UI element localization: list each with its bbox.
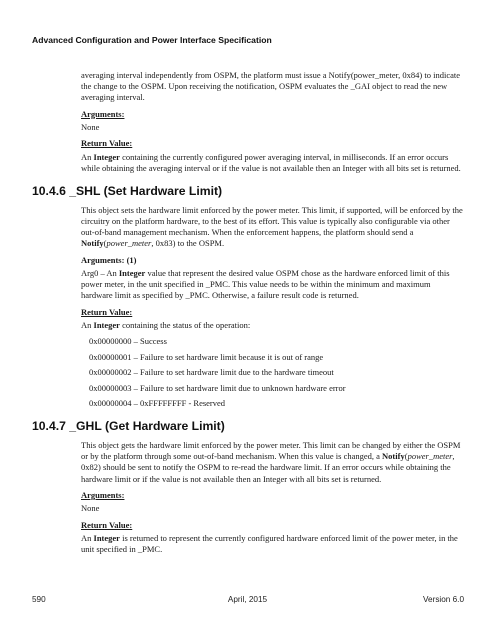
footer-date: April, 2015 xyxy=(227,595,268,604)
ghl-arguments-heading xyxy=(81,490,463,501)
status-code-item: 0x00000000 – Success xyxy=(89,336,167,347)
arguments-label: Arguments: (1) xyxy=(81,254,137,265)
page-body xyxy=(32,70,463,561)
section-heading-shl: 10.4.6 _SHL (Set Hardware Limit) xyxy=(32,183,223,198)
shl-description: This object sets the hardware limit enforced by the power meter. This limit, if supported, will be enforced by the circuitry on the platform hardware, to the best of its effort. This value is typically also configurable via other out-of-band management mechanism. When the enforcement happens, the platform should send a Notify(power_meter, 0x83) to the OSPM. xyxy=(81,204,463,249)
intro-arguments-value: None xyxy=(81,121,100,132)
integer-keyword: Integer xyxy=(93,151,120,162)
intro-paragraph: averaging interval independently from OSPM, the platform must issue a Notify(power_meter, 0x84) to indicate the change to the OSPM. Upon receiving the notification, OSPM evaluates the _GAI object to read the new averaging interval. xyxy=(81,70,460,103)
intro-return-heading xyxy=(81,138,463,149)
intro-arguments-heading xyxy=(81,109,463,120)
integer-keyword: Integer xyxy=(118,267,146,278)
return-value-label: Return Value: xyxy=(81,519,133,530)
status-code-item: 0x00000004 – 0xFFFFFFFF - Reserved xyxy=(89,398,226,409)
notify-keyword: Notify xyxy=(382,451,405,462)
arguments-label: Arguments: xyxy=(81,108,125,119)
power-meter-italic: power_meter xyxy=(106,238,152,249)
notify-keyword: Notify xyxy=(81,238,104,249)
intro-return-text: An Integer containing the currently configured power averaging interval, in milliseconds. If an error occurs while obtaining the averaging interval or if the value is not available then an Integer with all bits set is returned. xyxy=(81,151,461,173)
shl-arguments-heading xyxy=(81,255,463,266)
integer-keyword: Integer xyxy=(93,532,120,543)
ghl-arguments-value: None xyxy=(81,503,100,514)
integer-keyword: Integer xyxy=(93,319,120,330)
shl-arg0-text: Arg0 – An Integer value that represent the desired value OSPM chose as the hardware enforced limit of this power meter, in the unit specified in _PMC. This value needs to be within the minimum and maximum hardware limit as specified by _PMC. Otherwise, a failure result code is returned. xyxy=(81,267,450,300)
arguments-label: Arguments: xyxy=(81,490,125,501)
status-code-item: 0x00000001 – Failure to set hardware limit because it is out of range xyxy=(89,351,324,362)
return-value-label: Return Value: xyxy=(81,138,133,149)
status-code-item: 0x00000002 – Failure to set hardware limit due to the hardware timeout xyxy=(89,367,334,378)
running-header: Advanced Configuration and Power Interface Specification xyxy=(32,35,272,45)
shl-return-heading xyxy=(81,307,463,318)
power-meter-italic: power_meter xyxy=(407,451,453,462)
shl-return-text: An Integer containing the status of the operation: xyxy=(81,319,251,330)
ghl-return-heading xyxy=(81,520,463,531)
status-code-item: 0x00000003 – Failure to set hardware limit due to unknown hardware error xyxy=(89,382,346,393)
footer-version: Version 6.0 xyxy=(423,595,464,604)
section-heading-ghl: 10.4.7 _GHL (Get Hardware Limit) xyxy=(32,419,225,434)
page-number: 590 xyxy=(32,595,46,604)
ghl-return-text: An Integer is returned to represent the currently configured hardware enforced limit of the power meter, in the unit specified in _PMC. xyxy=(81,532,458,554)
return-value-label: Return Value: xyxy=(81,306,133,317)
ghl-description: This object gets the hardware limit enforced by the power meter. This limit can be changed by either the OSPM or by the platform through some out-of-band mechanism. When this value is changed, a Notify(power_meter, 0x82) should be sent to notify the OSPM to re-read the hardware limit. If an error occurs while obtaining the hardware limit or if the value is not available then an Integer with all bits set is returned. xyxy=(81,440,461,484)
